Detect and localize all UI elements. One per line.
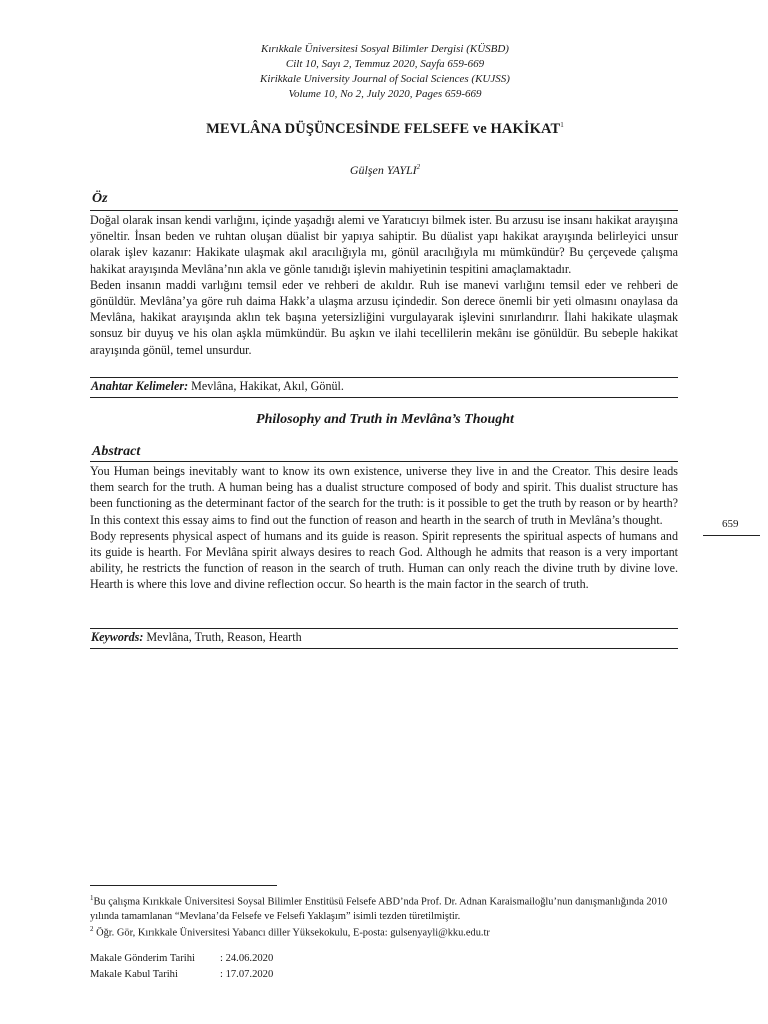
abstract-heading: Abstract xyxy=(92,444,141,459)
abstract-paragraph: You Human beings inevitably want to know its own existence, universe they live in and the Creator. This desire leads them search for the truth. A human being has a dualist structure composed of body and spirit. This dualist structure has been functioning as the determinant factor of the search for the truth: is it possible to get the truth by reason or by hearth? In this context this essay aims to find out the function of reason and hearth in the search of truth in Mevlâna’s thought. xyxy=(90,464,678,527)
abstract-keywords-top-rule xyxy=(90,628,678,629)
submission-date-value: : 24.06.2020 xyxy=(220,953,274,964)
oz-keywords-label: Anahtar Kelimeler: xyxy=(91,379,189,393)
author-name xyxy=(90,163,680,178)
acceptance-date-value: : 17.07.2020 xyxy=(220,969,274,980)
oz-heading: Öz xyxy=(92,191,108,206)
journal-header xyxy=(90,42,680,102)
footnote-1-text: Bu çalışma Kırıkkale Üniversitesi Soysal Bilimler Enstitüsü Felsefe ABD’nda Prof. Dr. Adnan Karaismailoğlu’nun danışmanlığında 2010 yılında tamamlanan “Mevlana’da Felsefe ve Felsefi Yaklaşım” isimli tezden türetilmiştir. xyxy=(90,896,668,923)
abstract-keywords-label: Keywords: xyxy=(91,630,144,644)
header-line: Kırıkkale Üniversitesi Sosyal Bilimler Dergisi (KÜSBD) xyxy=(261,43,509,55)
english-title: Philosophy and Truth in Mevlâna’s Thought xyxy=(256,412,514,427)
header-line: Cilt 10, Sayı 2, Temmuz 2020, Sayfa 659-669 xyxy=(285,58,485,70)
title-text: MEVLÂNA DÜŞÜNCESİNDE FELSEFE ve HAKİKAT xyxy=(206,121,561,137)
page-number: 659 xyxy=(722,518,739,530)
submission-date-row xyxy=(90,951,273,967)
footnote-2-marker: 2 xyxy=(90,925,94,933)
oz-keywords-values: Mevlâna, Hakikat, Akıl, Gönül. xyxy=(188,379,344,393)
article-dates xyxy=(90,951,273,983)
abstract-keywords xyxy=(91,630,302,645)
oz-body xyxy=(90,212,678,358)
submission-date-label: Makale Gönderim Tarihi xyxy=(90,953,195,964)
article-title xyxy=(90,121,680,138)
footnote-2 xyxy=(90,922,690,940)
abstract-top-rule xyxy=(90,461,678,462)
author-footnote-ref[interactable]: 2 xyxy=(416,163,421,171)
oz-keywords-top-rule xyxy=(90,377,678,378)
header-line: Volume 10, No 2, July 2020, Pages 659-669 xyxy=(288,88,482,100)
oz-paragraph: Beden insanın maddi varlığını temsil eder ve rehberi de akıldır. Ruh ise manevi varlığını temsil eder ve rehberi de gönüldür. Mevlâna’ya göre ruh daima Hakk’a ulaşma arzusu içindedir. Son derece önemli bir yeti olmasını onaylasa da Mevlâna, hakikat arayışında aklın tek başına yetersizliğini vurgulayarak işlevini sınırlandırır. İlahi hakikate ulaşmak sonsuz bir duyuş ve his olan aşkla mümkündür. Bu aşkın ve ilahi tecellilerin mekânı ise gönüldür. Bu sebeple hakikat arayışında gönül, temel unsurdur. xyxy=(90,277,678,357)
acceptance-date-row xyxy=(90,967,273,983)
oz-keywords xyxy=(91,379,344,394)
acceptance-date-label: Makale Kabul Tarihi xyxy=(90,969,178,980)
footnote-1-marker: 1 xyxy=(90,894,94,902)
oz-top-rule xyxy=(90,210,678,211)
oz-bottom-rule xyxy=(90,397,678,398)
oz-paragraph: Doğal olarak insan kendi varlığını, içinde yaşadığı alemi ve Yaratıcıyı bilmek ister. Bu arzusu ise insanı hakikat arayışına yöneltir. İnsan beden ve ruhtan oluşan düalist bir yapıya sahiptir. Bu düalist yapı hakikat arayışında belirleyici unsur olarak işlev kazanır: Hakikate ulaşmak akıl aracılığıyla mı, gönül aracılığıyla mı mümkündür? Bu çerçevede çalışma hakikat arayışında Mevlâna’nın akla ve gönle tanıdığı işlevin mahiyetinin tespitini amaçlamaktadır. xyxy=(90,213,678,276)
footnote-1 xyxy=(90,891,690,924)
author-text: Gülşen YAYLI xyxy=(349,163,417,177)
page-number-rule xyxy=(703,535,760,536)
abstract-keywords-values: Mevlâna, Truth, Reason, Hearth xyxy=(143,630,302,644)
header-line: Kirikkale University Journal of Social Sciences (KUJSS) xyxy=(260,73,510,85)
abstract-body xyxy=(90,463,678,593)
abstract-paragraph: Body represents physical aspect of humans and its guide is reason. Spirit represents the spiritual aspects of humans and its guide is hearth. For Mevlâna spirit always desires to reach God. Although he admits that reason is a very important ability, he restricts the function of reason in the search of truth. Human can only reach the divine truth by divine love. Hearth is where this love and divine reflection occur. So hearth is the main factor in the search of truth. xyxy=(90,528,678,592)
title-footnote-ref[interactable]: 1 xyxy=(560,121,564,130)
footnote-rule xyxy=(90,885,277,886)
abstract-bottom-rule xyxy=(90,648,678,649)
footnote-2-text: Öğr. Gör, Kırıkkale Üniversitesi Yabancı diller Yüksekokulu, E-posta: gulsenyayli@kku.edu.tr xyxy=(93,927,490,939)
